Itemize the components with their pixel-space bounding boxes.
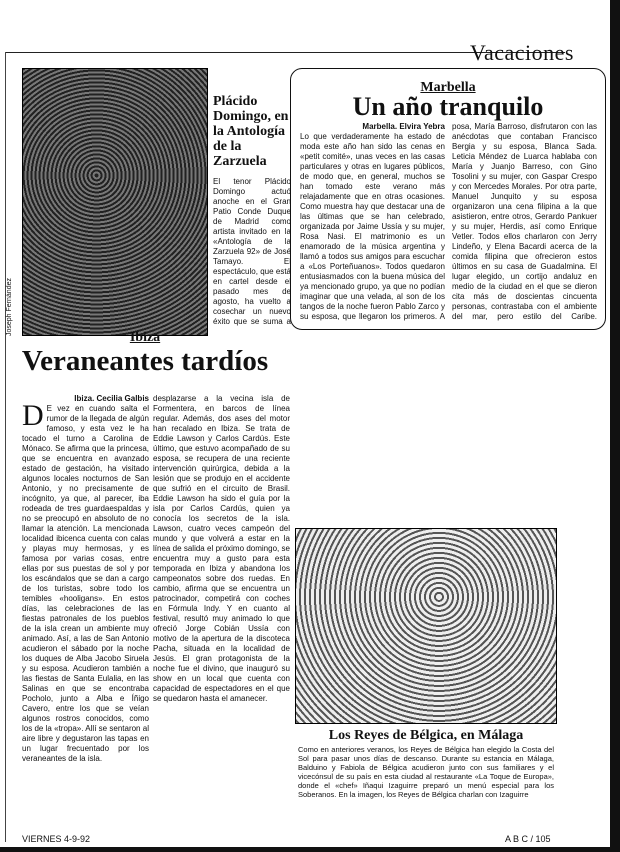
ibiza-column-1 <box>22 394 149 834</box>
scan-edge <box>610 0 620 852</box>
ibiza-column-2: desplazarse a la vecina isla de Formentera, en barcos de línea regular. Además, dos ases del motor han recalado en Ibiza. Se trata de Eddie Lawson y Carlos Cardús. Este último, que estuvo acompañado de su esposa, se recupera de una reciente intervención quirúrgica, debida a la lesión que se produjo en el accidente que sufrió en el circuito de Brasil. Eddie Lawson ha sido el guía por la isla por Carlos Cardús, quien ya conocía los secretos de la isla. Lawson, cuatro veces campeón del mundo y que volverá a estar en la línea de salida el próximo domingo, se encuentra muy a gusto para esta temporada en Ibiza y abandona los campeonatos sobre dos ruedas. En cambio, afirma que se encuentra un patrocinador, competirá con coches en Fórmula Indy. Y en cuanto al festival, resultó muy animado lo que ofreció Jorge Cobián Ussía con motivo de la apertura de la discoteca Pacha, situada en la localidad de Jesús. El gran protagonista de la noche fue el divino, que inauguró su show en un local que cuenta con capacidad de espectadores en el que se quedaron hasta el amanecer. <box>153 394 290 703</box>
domingo-title: Plácido Domingo, en la Antología de la Zarzuela <box>213 94 289 169</box>
domingo-caption: El tenor Plácido Domingo actuó anoche en el Gran Patio Conde Duque de Madrid como artista invitado en la «Antología de la Zarzuela 92» de José Tamayo. El espectáculo, que está en cartel desde el pasado mes de agosto, ha vuelto a cosechar un nuevo éxito que se suma a <box>213 177 291 326</box>
drop-cap: D <box>22 399 44 432</box>
belgica-caption: Como en anteriores veranos, los Reyes de Bélgica han elegido la Costa del Sol para pasar unos días de descanso. Durante su estancia en Málaga, Balduino y Fabiola de Bélgica acudieron junto con sus familiares y el vicecónsul de su país en esta ciudad al restaurante «La Toque de Europa», donde el «chef» Iñaqui Izaguirre preparó un menú especial para los Soberanos. En la imagen, los Reyes de Bélgica charlan con Izaguirre <box>298 745 554 799</box>
section-title: Vacaciones <box>470 40 574 65</box>
marbella-column-1 <box>300 122 445 322</box>
marbella-text-1: Lo que verdaderamente ha estado de moda este año han sido las cenas en «petit comité», unas veces en las casas particulares y otras en lugares públicos, de modo que, en general, muchos se han tomado este verano más relajadamente que en otras ocasiones. Como muestra hay que destacar una de las últimas que se han celebrado, organizada por Jaime Ussía y su mujer, Rosa Nasi. El matrimonio es un enamorado de la música argentina y llamó a todos sus amigos para escuchar a «Los Porteñuanos». Todos quedaron entusiasmados con la buena música del ya mencionado grupo, ya que no podían imaginar que una velada, al son de los tangos de la noche fueron Pablo Zarco y su esposa, que llegaron los primeros. A <box>300 132 445 321</box>
ibiza-title: Veraneantes tardíos <box>21 345 269 377</box>
photo-credit: Joseph Fernández <box>6 278 13 336</box>
domingo-photo <box>22 68 208 336</box>
marbella-byline: Marbella. Elvira Yebra <box>362 122 445 131</box>
belgica-photo <box>295 528 557 724</box>
footer-page: A B C / 105 <box>505 834 551 844</box>
footer-date: VIERNES 4-9-92 <box>22 834 91 844</box>
belgica-title: Los Reyes de Bélgica, en Málaga <box>328 728 524 743</box>
marbella-title: Un año tranquilo <box>352 92 544 121</box>
page-margin-line <box>5 52 6 842</box>
marbella-kicker: Marbella <box>420 80 476 95</box>
marbella-column-2: posa, María Barroso, disfrutaron con las anécdotas que contaban Francisco Bergia y su esposa, Blanca Sada. Leticia Méndez de Luarca hablaba con María y Juanjo Barreso, con Gino Tosolini y su mujer, con Gaspar Crespo y con Mercedes Morales. Por otra parte, Manuel Junquito y su esposa organizaron una cena filipina a la que asistieron, entre otros, Gerardo Pankuer y su mujer, Herdis, así como Enrique Vetler. Todos ellos charlaron con Jerry Lindeño, y Elena Bacardi acerca de la comida filipina que ofrecieron estos últimos en su casa de Guadalmina. El lugar elegido, un cortijo andaluz en medio de la ciudad en el que se dieron cita más de doscientas cincuenta personas, contrastaba con el ambiente del mar, pero estilo del Caribe. <box>452 122 597 321</box>
ibiza-kicker: Ibiza <box>129 330 161 345</box>
ibiza-byline: Ibiza. Cecilia Galbis <box>74 394 149 403</box>
ibiza-text-1: E vez en cuando salta el rumor de la llegada de algún famoso, y esta vez le ha tocado el turno a Carolina de Mónaco. Se afirma que la princesa, que se encuentra en avanzado estado de gestación, ha visitado algunos locales nocturnos de San Antonio, y no precisamente de incógnito, ya que, al parecer, iba rodeada de tres guardaespaldas y no se preocupó en absoluto de no llamar la atención. La mencionada localidad ibicenca cuenta con calas y playas muy hermosas, y es famosa por varias cosas, entre ellas por sus puestas de sol y por los escándalos que se dan a cargo de los turistas, sobre todo los temibles «hooligans». En estos días, las celebraciones de las fiestas patronales de los pueblos de la isla crean un ambiente muy animado. Así, a las de San Antonio acudieron el sábado por la noche los duques de Alba Jacobo Siruela y su esposa. Acudieron también a las fiestas de Santa Eulalia, en las Salinas en que se encontraba Pocholo, junto a Alba e Íñigo Cavero, entre los que se veían algunos rostros conocidos, como los de la «tropa». Allí se sentaron al aire libre y degustaron las tapas en un lugar frecuentado por los veraneantes de la isla. <box>22 404 149 763</box>
scan-edge-bottom <box>0 847 620 852</box>
